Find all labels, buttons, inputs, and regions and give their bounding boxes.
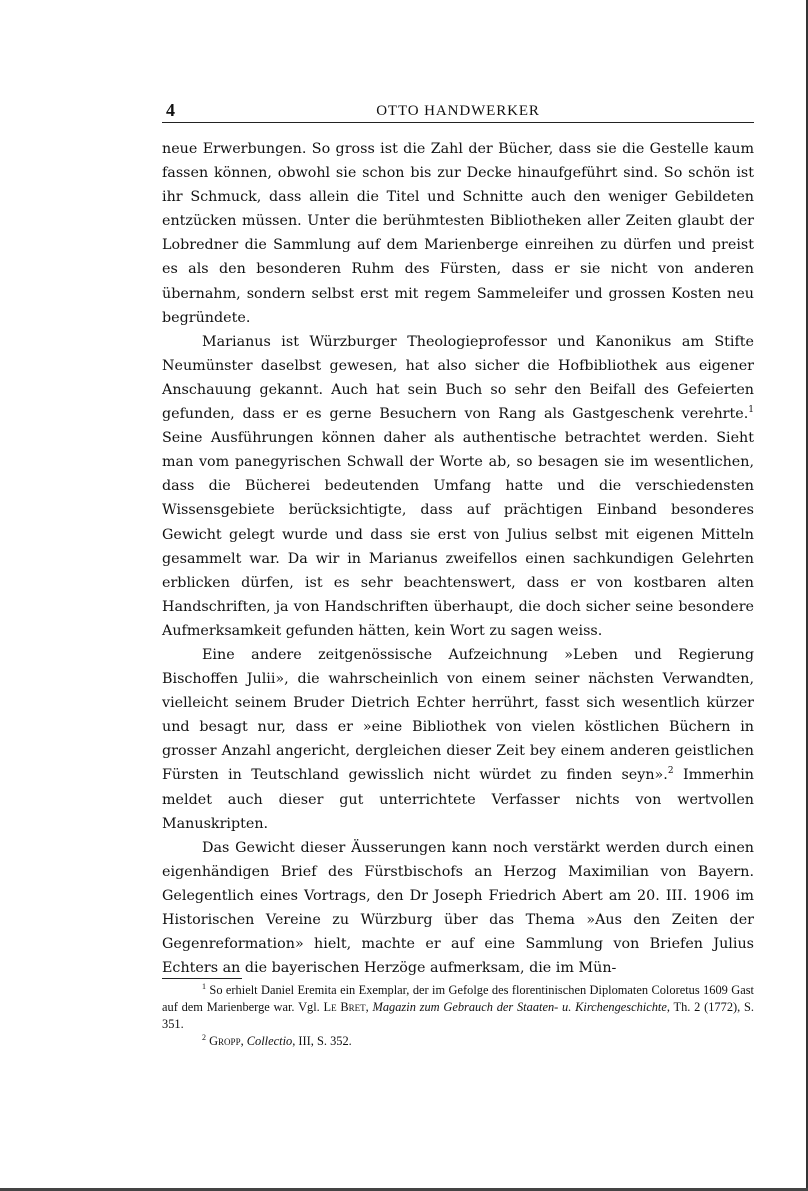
footnote-ref-1[interactable]: 1 bbox=[748, 405, 754, 416]
footnote-1-marker: 1 bbox=[202, 982, 206, 992]
page-number: 4 bbox=[166, 100, 175, 120]
footnote-2-author: Gropp bbox=[209, 1034, 241, 1049]
footnote-1-text-a: So erhielt Daniel Eremita ein Exemplar, der im Gefolge des florentinischen Diplomaten Coloretus 1609 Gast auf dem Marienberge war. Vgl. bbox=[162, 983, 754, 1015]
footnotes bbox=[162, 982, 754, 1050]
paragraph-4: Das Gewicht dieser Äusserungen kann noch verstärkt werden durch einen eigenhändigen Brief des Fürstbischofs an Herzog Maximilian von Bayern. Gelegentlich eines Vortrags, den Dr Joseph Friedrich Abert am 20. III. 1906 im Historischen Vereine zu Würzburg über das Thema »Aus den Zeiten der Gegenreformation» hielt, machte er auf eine Sammlung von Briefen Julius Echters an die bayerischen Herzöge aufmerksam, die im Mün- bbox=[162, 839, 754, 977]
footnote-2-sep: , bbox=[240, 1034, 247, 1049]
paragraph-3-text-b: Immerhin meldet auch dieser gut unterrichtete Verfasser nichts von wertvollen Manuskripten. bbox=[162, 767, 754, 832]
footnote-2-text-b: , III, S. 352. bbox=[292, 1034, 352, 1049]
footnote-2 bbox=[162, 1033, 754, 1050]
footnote-1-title: Magazin zum Gebrauch der Staaten- u. Kirchengeschichte bbox=[372, 1000, 667, 1015]
footnote-1-text-b: , Th. 2 (1772), S. 351. bbox=[162, 1000, 755, 1032]
footnote-2-title: Collectio bbox=[246, 1034, 293, 1049]
footnote-ref-2[interactable]: 2 bbox=[667, 766, 674, 777]
page-header bbox=[162, 96, 754, 123]
body-text bbox=[162, 137, 754, 980]
running-head: OTTO HANDWERKER bbox=[376, 103, 540, 119]
paragraph-2 bbox=[162, 330, 754, 643]
paragraph-2-text-a: Marianus ist Würzburger Theologieprofessor und Kanonikus am Stifte Neumünster daselbst gewesen, hat also sicher die Hofbibliothek aus eigener Anschauung gekannt. Auch hat sein Buch so sehr den Beifall des Gefeierten gefunden, dass er es gerne Besuchern von Rang als Gastgeschenk verehrte. bbox=[162, 333, 754, 423]
footnote-2-marker: 2 bbox=[202, 1033, 206, 1043]
paragraph-1: neue Erwerbungen. So gross ist die Zahl der Bücher, dass sie die Gestelle kaum fassen können, obwohl sie schon bis zur Decke hinaufgeführt sind. So schön ist ihr Schmuck, dass allein die Titel und Schnitte auch den weniger Gebildeten entzücken müssen. Unter die berühmtesten Bibliotheken aller Zeiten glaubt der Lobredner die Sammlung auf dem Marienberge einreihen zu dürfen und preist es als den besonderen Ruhm des Fürsten, dass er sie nicht von anderen übernahm, sondern selbst erst mit regem Sammeleifer und grossen Kosten neu begründete. bbox=[162, 141, 754, 326]
footnote-1 bbox=[162, 982, 754, 1033]
paragraph-3-text-a: Eine andere zeitgenössische Aufzeichnung »Leben und Regierung Bischoffen Julii», die wahrscheinlich von einem seiner nächsten Verwandten, vielleicht seinem Bruder Dietrich Echter herrührt, fasst sich wesentlich kürzer und besagt nur, dass er »eine Bibliothek von vielen köstlichen Büchern in grosser Anzahl angericht, dergleichen dieser Zeit bey einem anderen geistlichen Fürsten in Teutschland gewisslich nicht würdet zu finden seyn». bbox=[162, 646, 754, 784]
paragraph-3 bbox=[162, 643, 754, 836]
paragraph-2-text-b: Seine Ausführungen können daher als authentische betrachtet werden. Sieht man vom panegyrischen Schwall der Worte ab, so besagen sie im wesentlichen, dass die Bücherei bedeutenden Umfang hatte und die verschiedensten Wissensgebiete berücksichtigte, dass auf prächtigen Einband besonderes Gewicht gelegt wurde und dass sie erst von Julius selbst mit eigenen Mitteln gesammelt war. Da wir in Marianus zweifellos einen sachkundigen Gelehrten erblicken dürfen, ist es sehr beachtenswert, dass er von kostbaren alten Handschriften, ja von Handschriften überhaupt, die doch sicher seine besondere Aufmerksamkeit gefunden hätten, kein Wort zu sagen weiss. bbox=[162, 430, 754, 639]
footnote-1-author: Le Bret bbox=[323, 1000, 366, 1015]
document-page bbox=[162, 96, 754, 1050]
footnote-1-sep: , bbox=[365, 1000, 373, 1015]
